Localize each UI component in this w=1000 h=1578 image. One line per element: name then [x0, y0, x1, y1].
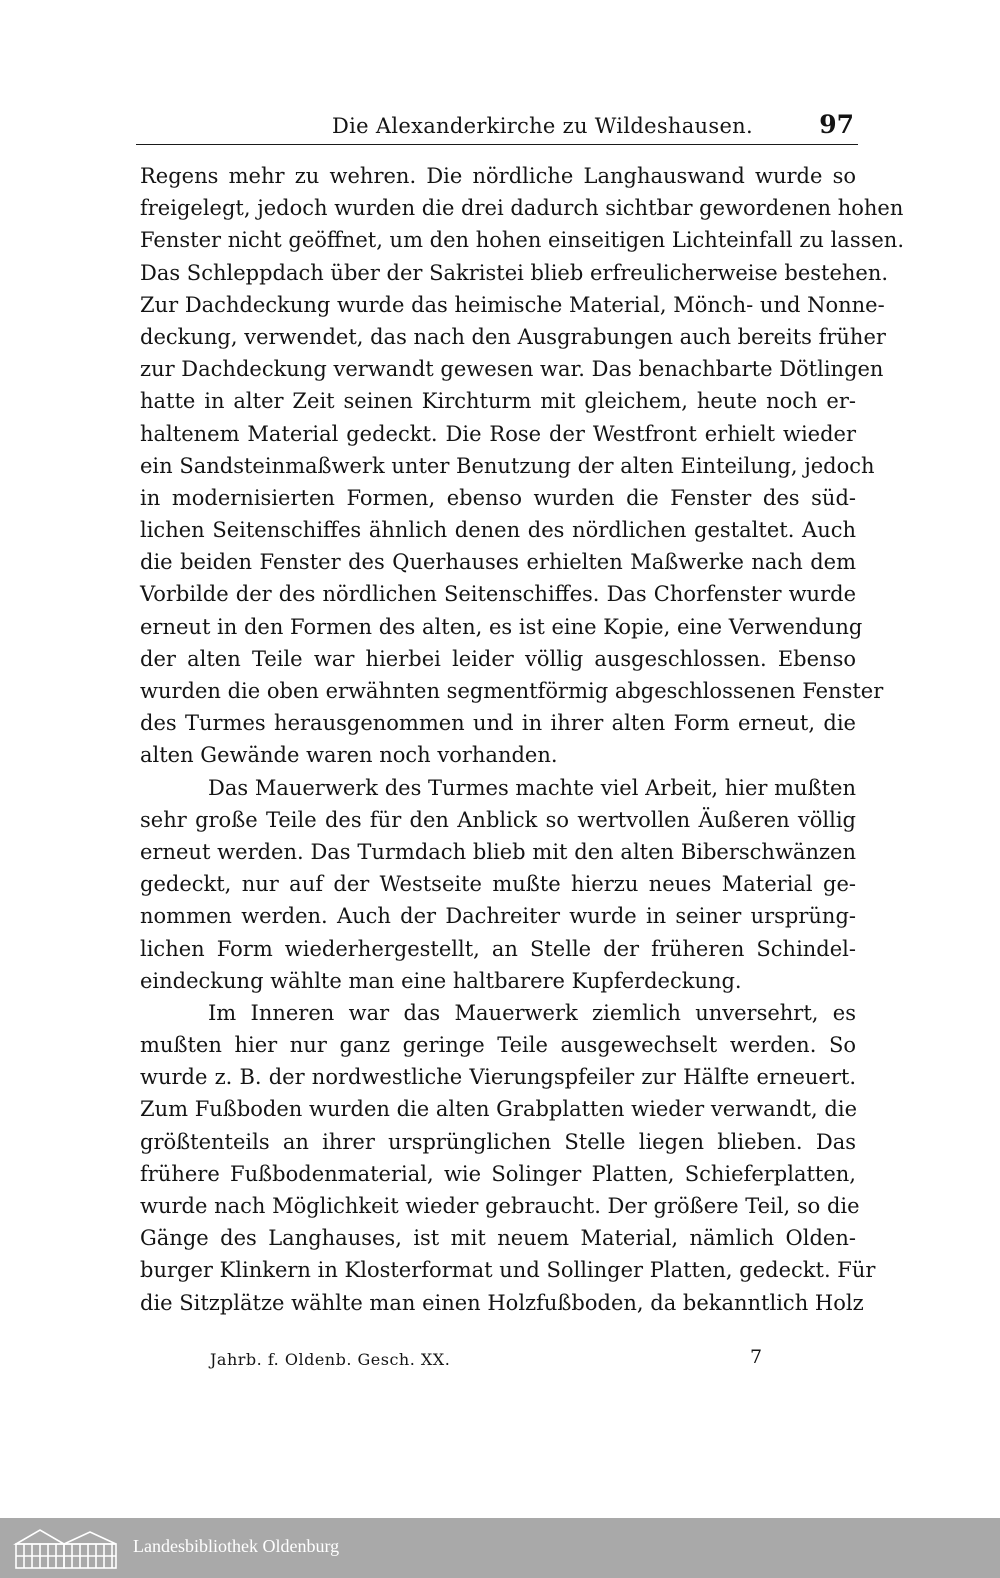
text-line: Fenster nicht geöffnet, um den hohen einseitigen Lichteinfall zu lassen. [140, 228, 905, 253]
text-line: lichen Seitenschiffes ähnlich denen des nördlichen gestaltet. Auch [140, 518, 856, 543]
text-line: wurde nach Möglichkeit wieder gebraucht. Der größere Teil, so die [140, 1194, 860, 1218]
footer-signature: Jahrb. f. Oldenb. Gesch. XX. [210, 1350, 451, 1369]
text-line: größtenteils an ihrer ursprünglichen Stelle liegen blieben. Das [140, 1129, 856, 1154]
text-line: alten Gewände waren noch vorhanden. [140, 743, 558, 768]
text-line: erneut in den Formen des alten, es ist eine Kopie, eine Verwendung [140, 614, 863, 639]
text-line: burger Klinkern in Klosterformat und Sollinger Platten, gedeckt. Für [140, 1258, 876, 1283]
text-line: die Sitzplätze wählte man einen Holzfußboden, da bekanntlich Holz [140, 1290, 864, 1315]
text-line: eindeckung wählte man eine haltbarere Kupferdeckung. [140, 968, 742, 993]
text-line: gedeckt, nur auf der Westseite mußte hierzu neues Material ge- [140, 872, 856, 897]
page-number: 97 [819, 110, 854, 139]
text-line: sehr große Teile des für den Anblick so wertvollen Äußeren völlig [140, 807, 856, 832]
library-name: Landesbibliothek Oldenburg [133, 1536, 340, 1556]
text-line: haltenem Material gedeckt. Die Rose der Westfront erhielt wieder [140, 421, 856, 446]
text-line: nommen werden. Auch der Dachreiter wurde in seiner ursprüng- [140, 904, 856, 929]
text-line: lichen Form wiederhergestellt, an Stelle der früheren Schindel- [140, 936, 856, 961]
text-line: ein Sandsteinmaßwerk unter Benutzung der alten Einteilung, jedoch [140, 453, 875, 478]
text-line: wurden die oben erwähnten segmentförmig abgeschlossenen Fenster [140, 679, 884, 703]
body-text [140, 160, 905, 1319]
text-line: hatte in alter Zeit seinen Kirchturm mit gleichem, heute noch er- [140, 389, 856, 414]
page-footer [210, 1346, 770, 1378]
text-line: Zum Fußboden wurden die alten Grabplatten wieder verwandt, die [140, 1097, 857, 1122]
running-title: Die Alexanderkirche zu Wildeshausen. [332, 114, 753, 138]
text-line: zur Dachdeckung verwandt gewesen war. Das benachbarte Dötlingen [140, 357, 884, 382]
text-line: Zur Dachdeckung wurde das heimische Material, Mönch- und Nonne- [140, 292, 885, 317]
text-line: Im Inneren war das Mauerwerk ziemlich unversehrt, es [208, 1000, 856, 1025]
text-line: Regens mehr zu wehren. Die nördliche Langhauswand wurde so [140, 164, 856, 188]
text-line: Das Schleppdach über der Sakristei blieb erfreulicherweise bestehen. [140, 260, 889, 285]
page-header [136, 108, 858, 145]
text-line: wurde z. B. der nordwestliche Vierungspfeiler zur Hälfte erneuert. [140, 1065, 856, 1090]
text-line: erneut werden. Das Turmdach blieb mit den alten Biberschwänzen [140, 839, 856, 864]
text-line: deckung, verwendet, das nach den Ausgrabungen auch bereits früher [140, 324, 886, 349]
library-building-icon [12, 1524, 122, 1572]
sheet-number: 7 [750, 1346, 763, 1368]
text-line: in modernisierten Formen, ebenso wurden die Fenster des süd- [140, 485, 856, 510]
text-line: Das Mauerwerk des Turmes machte viel Arbeit, hier mußten [208, 775, 856, 800]
text-line: der alten Teile war hierbei leider völlig ausgeschlossen. Ebenso [140, 646, 856, 671]
text-line: des Turmes herausgenommen und in ihrer alten Form erneut, die [140, 711, 856, 736]
library-banner [0, 1518, 1000, 1578]
text-line: freigelegt, jedoch wurden die drei dadurch sichtbar gewordenen hohen [140, 196, 904, 221]
text-line: Vorbilde der des nördlichen Seitenschiffes. Das Chorfenster wurde [140, 582, 856, 607]
text-line: mußten hier nur ganz geringe Teile ausgewechselt werden. So [140, 1033, 856, 1058]
text-line: frühere Fußbodenmaterial, wie Solinger Platten, Schieferplatten, [140, 1161, 856, 1186]
text-line: Gänge des Langhauses, ist mit neuem Material, nämlich Olden- [140, 1226, 856, 1251]
text-line: die beiden Fenster des Querhauses erhielten Maßwerke nach dem [140, 550, 856, 575]
